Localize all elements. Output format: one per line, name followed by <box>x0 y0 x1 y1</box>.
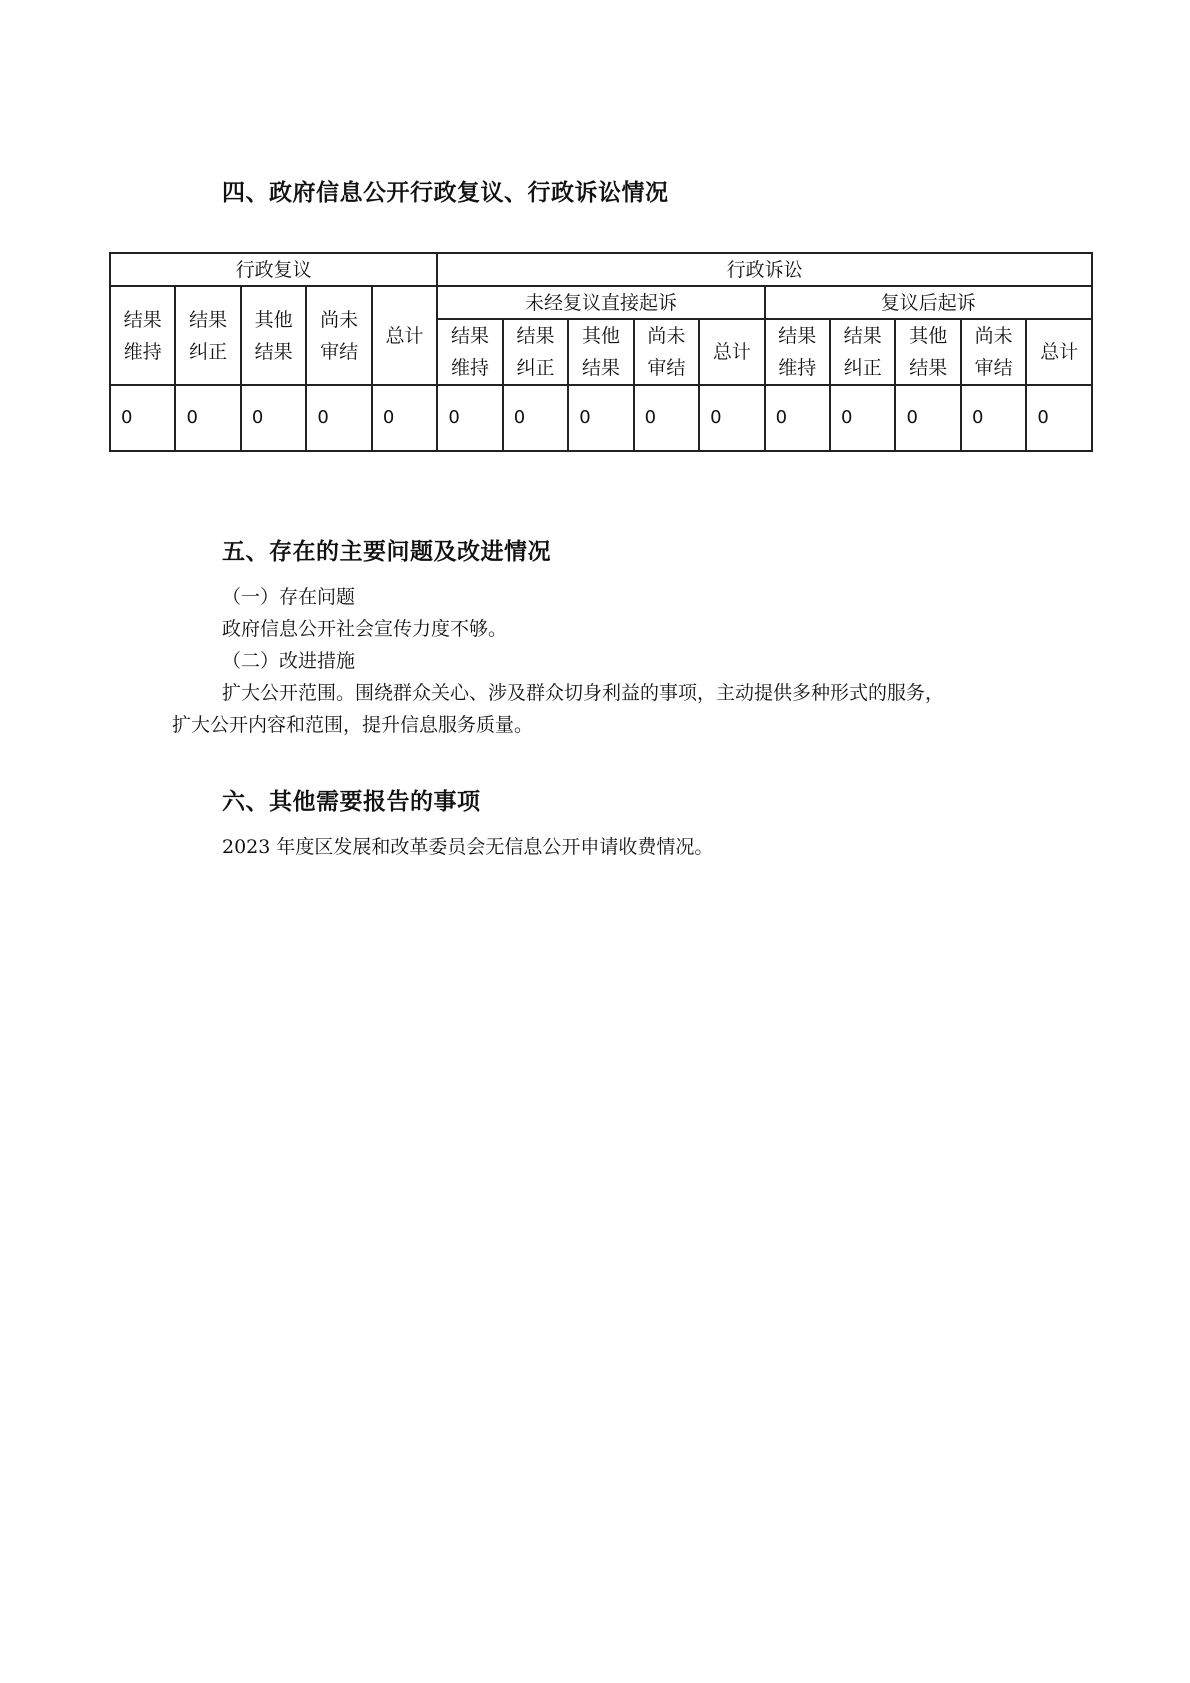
cell-line: 尚未 <box>320 308 359 331</box>
table-header-row-2 <box>110 286 1092 319</box>
cell-line: 纠正 <box>189 340 228 363</box>
table-cell: 0 <box>699 385 764 451</box>
after-col-other <box>895 319 960 385</box>
cell-line: 总计 <box>385 324 424 347</box>
table-cell: 0 <box>503 385 568 451</box>
after-col-pending <box>961 319 1026 385</box>
cell-line: 总计 <box>712 341 751 363</box>
improvement-text-line-2: 扩大公开内容和范围，提升信息服务质量。 <box>172 714 534 736</box>
cell-line: 结果 <box>451 325 490 347</box>
review-col-other <box>241 286 306 385</box>
table-header-row-1 <box>110 253 1092 286</box>
cell-line: 审结 <box>647 357 686 379</box>
cell-line: 其他 <box>909 325 948 347</box>
cell-line: 结果 <box>254 340 293 363</box>
cell-line: 维持 <box>123 340 162 363</box>
table-cell: 0 <box>830 385 895 451</box>
table-cell: 0 <box>1026 385 1092 451</box>
review-col-upheld <box>110 286 175 385</box>
header-after-review-litigation: 复议后起诉 <box>765 286 1092 319</box>
cell-line: 尚未 <box>974 325 1013 347</box>
cell-line: 总计 <box>1040 341 1079 363</box>
cell-line: 结果 <box>189 308 228 331</box>
direct-col-total <box>699 319 764 385</box>
review-col-corrected <box>175 286 240 385</box>
section-6-heading: 六、其他需要报告的事项 <box>222 788 481 815</box>
section-5-heading: 五、存在的主要问题及改进情况 <box>222 538 551 565</box>
problem-text: 政府信息公开社会宣传力度不够。 <box>222 618 508 640</box>
table-cell: 0 <box>241 385 306 451</box>
direct-col-other <box>568 319 633 385</box>
cell-line: 尚未 <box>647 325 686 347</box>
table-row <box>110 385 1092 451</box>
table-cell: 0 <box>437 385 502 451</box>
cell-line: 结果 <box>909 357 948 379</box>
cell-line: 结果 <box>581 357 620 379</box>
header-admin-litigation: 行政诉讼 <box>437 253 1092 286</box>
after-col-upheld <box>765 319 830 385</box>
cell-line: 结果 <box>516 325 555 347</box>
direct-col-corrected <box>503 319 568 385</box>
cell-line: 维持 <box>778 357 817 379</box>
cell-line: 审结 <box>974 357 1013 379</box>
cell-line: 审结 <box>320 340 359 363</box>
review-litigation-table <box>109 252 1093 452</box>
table-cell: 0 <box>175 385 240 451</box>
fees-statement: 2023 年度区发展和改革委员会无信息公开申请收费情况。 <box>222 836 714 858</box>
cell-line: 结果 <box>843 325 882 347</box>
cell-line: 纠正 <box>843 357 882 379</box>
subheading-existing-problems: （一）存在问题 <box>222 586 356 608</box>
header-admin-review: 行政复议 <box>110 253 437 286</box>
cell-line: 结果 <box>778 325 817 347</box>
section-4-heading: 四、政府信息公开行政复议、行政诉讼情况 <box>222 179 669 206</box>
table-cell: 0 <box>895 385 960 451</box>
header-direct-litigation: 未经复议直接起诉 <box>437 286 764 319</box>
cell-line: 纠正 <box>516 357 555 379</box>
table-cell: 0 <box>765 385 830 451</box>
review-col-pending <box>306 286 371 385</box>
table-cell: 0 <box>961 385 1026 451</box>
after-col-total <box>1026 319 1092 385</box>
cell-line: 其他 <box>254 308 293 331</box>
table-cell: 0 <box>568 385 633 451</box>
table-cell: 0 <box>110 385 175 451</box>
review-col-total <box>372 286 438 385</box>
after-col-corrected <box>830 319 895 385</box>
table-cell: 0 <box>372 385 438 451</box>
direct-col-upheld <box>437 319 502 385</box>
cell-line: 其他 <box>581 325 620 347</box>
direct-col-pending <box>634 319 699 385</box>
table-cell: 0 <box>634 385 699 451</box>
subheading-improvements: （二）改进措施 <box>222 650 356 672</box>
cell-line: 结果 <box>123 308 162 331</box>
cell-line: 维持 <box>451 357 490 379</box>
table-cell: 0 <box>306 385 371 451</box>
improvement-text-line-1: 扩大公开范围。围绕群众关心、涉及群众切身利益的事项，主动提供多种形式的服务， <box>222 682 945 704</box>
